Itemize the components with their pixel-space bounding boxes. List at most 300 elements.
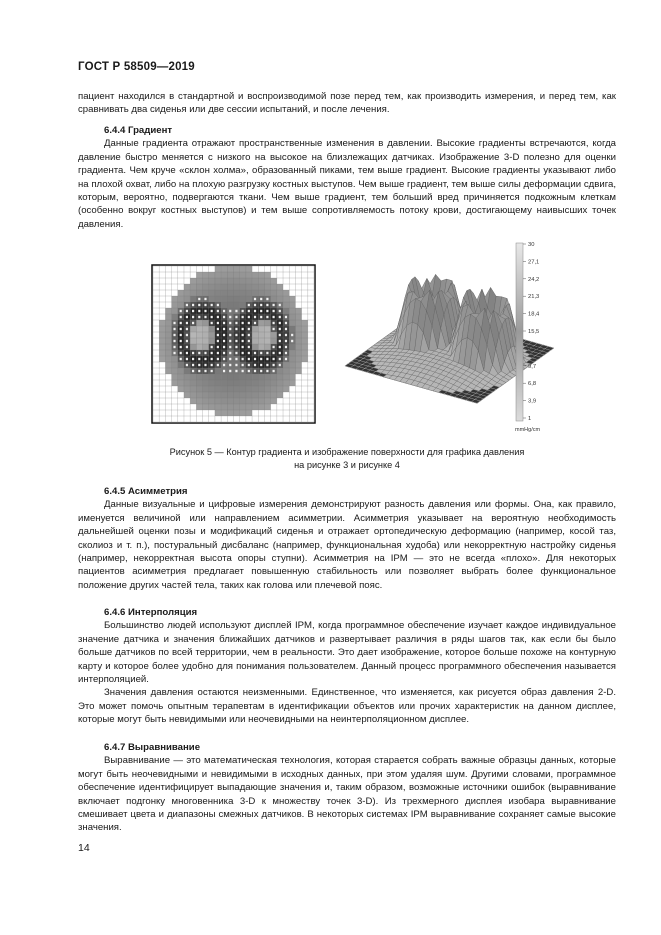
contour-cell — [165, 320, 171, 326]
contour-cell — [203, 338, 209, 344]
contour-cell — [227, 392, 233, 398]
contour-cell — [209, 398, 215, 404]
contour-cell — [196, 278, 202, 284]
contour-cell — [258, 326, 264, 332]
contour-cell — [221, 284, 227, 290]
contour-cell-marker — [242, 340, 244, 342]
contour-cell — [308, 266, 314, 272]
contour-cell — [190, 392, 196, 398]
contour-cell — [153, 368, 159, 374]
contour-cell — [302, 356, 308, 362]
contour-cell-marker — [204, 310, 206, 312]
contour-cell — [308, 302, 314, 308]
contour-cell — [295, 332, 301, 338]
figure-caption — [78, 446, 616, 471]
contour-cell-marker — [260, 364, 262, 366]
contour-cell — [308, 410, 314, 416]
contour-cell-marker — [211, 370, 213, 372]
contour-cell-marker — [235, 352, 237, 354]
contour-cell — [227, 302, 233, 308]
contour-cell — [209, 326, 215, 332]
contour-cell-marker — [217, 352, 219, 354]
contour-cell — [289, 314, 295, 320]
scale-tick-label: 3,9 — [528, 398, 537, 405]
contour-cell — [240, 284, 246, 290]
contour-cell — [308, 320, 314, 326]
contour-cell — [264, 338, 270, 344]
contour-cell — [227, 266, 233, 272]
contour-cell — [190, 326, 196, 332]
contour-cell — [234, 386, 240, 392]
contour-cell — [246, 416, 252, 422]
contour-cell-marker — [235, 334, 237, 336]
contour-cell — [159, 284, 165, 290]
contour-cell-marker — [211, 310, 213, 312]
contour-cell — [203, 332, 209, 338]
contour-cell — [295, 314, 301, 320]
contour-cell — [165, 398, 171, 404]
contour-cell — [308, 392, 314, 398]
contour-cell — [234, 410, 240, 416]
contour-cell — [172, 302, 178, 308]
contour-cell — [252, 374, 258, 380]
contour-cell — [190, 404, 196, 410]
contour-cell — [240, 404, 246, 410]
contour-cell — [234, 296, 240, 302]
contour-cell — [153, 398, 159, 404]
contour-cell-marker — [260, 358, 262, 360]
contour-cell — [153, 296, 159, 302]
contour-cell — [172, 404, 178, 410]
contour-cell — [165, 404, 171, 410]
contour-cell — [246, 410, 252, 416]
contour-cell — [302, 308, 308, 314]
contour-cell — [308, 398, 314, 404]
contour-cell — [196, 404, 202, 410]
caption-line-2: на рисунке 3 и рисунке 4 — [294, 459, 400, 470]
contour-cell — [302, 368, 308, 374]
contour-cell — [240, 374, 246, 380]
contour-cell — [289, 308, 295, 314]
contour-cell — [258, 398, 264, 404]
contour-cell-marker — [229, 370, 231, 372]
contour-cell-marker — [229, 340, 231, 342]
contour-cell-marker — [248, 352, 250, 354]
contour-cell — [234, 272, 240, 278]
contour-cell — [283, 296, 289, 302]
contour-cell-marker — [273, 316, 275, 318]
contour-cell — [184, 404, 190, 410]
contour-cell — [178, 386, 184, 392]
contour-cell — [295, 356, 301, 362]
contour-cell — [264, 344, 270, 350]
contour-cell-marker — [254, 316, 256, 318]
contour-cell-marker — [266, 364, 268, 366]
contour-cell — [178, 272, 184, 278]
contour-cell — [153, 416, 159, 422]
contour-cell — [289, 386, 295, 392]
contour-cell — [246, 386, 252, 392]
contour-cell — [308, 368, 314, 374]
contour-cell-marker — [223, 328, 225, 330]
contour-cell — [289, 374, 295, 380]
contour-cell — [165, 284, 171, 290]
contour-cell — [190, 380, 196, 386]
contour-cell — [159, 392, 165, 398]
contour-cell — [159, 404, 165, 410]
contour-cell — [203, 344, 209, 350]
contour-cell — [221, 398, 227, 404]
contour-cell — [264, 374, 270, 380]
contour-cell — [172, 368, 178, 374]
contour-cell — [234, 290, 240, 296]
contour-cell — [295, 326, 301, 332]
contour-cell — [264, 410, 270, 416]
contour-cell — [165, 338, 171, 344]
contour-cell — [240, 398, 246, 404]
contour-cell — [295, 392, 301, 398]
contour-cell — [295, 320, 301, 326]
contour-cell — [196, 344, 202, 350]
contour-cell — [159, 386, 165, 392]
contour-cell — [196, 272, 202, 278]
contour-cell — [184, 392, 190, 398]
contour-cell — [159, 380, 165, 386]
contour-cell-marker — [192, 304, 194, 306]
contour-cell-marker — [211, 364, 213, 366]
contour-cell — [252, 332, 258, 338]
contour-cell — [234, 278, 240, 284]
contour-cell — [283, 368, 289, 374]
contour-cell — [221, 290, 227, 296]
contour-cell — [227, 416, 233, 422]
contour-cell — [264, 266, 270, 272]
contour-cell — [283, 272, 289, 278]
contour-cell — [308, 284, 314, 290]
contour-cell — [302, 344, 308, 350]
contour-cell — [165, 380, 171, 386]
contour-cell-marker — [279, 352, 281, 354]
contour-cell — [159, 272, 165, 278]
contour-cell-marker — [279, 364, 281, 366]
contour-cell — [295, 272, 301, 278]
contour-cell — [271, 284, 277, 290]
contour-cell-marker — [180, 340, 182, 342]
contour-cell-marker — [198, 358, 200, 360]
contour-cell — [178, 398, 184, 404]
contour-cell — [209, 404, 215, 410]
contour-cell — [302, 350, 308, 356]
paragraph: Данные градиента отражают пространственные изменения в давлении. Высокие градиенты встречаются, когда давление быстро меняется с низкого на высокое на близлежащих датчиках. Изображение 3-D полезно для оценки градиента. Чем круче «склон холма», образованный пиками, тем выше градиент. Высокие градиенты указывают либо на плохой охват, либо на плохую разгрузку костных выступов. Чем выше градиент, тем выше силы деформации сдвига, которым, вероятно, подвергаются ткани. Чем выше градиент, тем больший вред причиняется подкожным клеткам (особенно вокруг костных выступов) и тем выше сопротивляемость потоку крови, достигающему наивысших точек давления. — [78, 138, 616, 230]
contour-cell — [252, 404, 258, 410]
contour-cell — [240, 296, 246, 302]
contour-cell — [178, 416, 184, 422]
contour-cell — [165, 392, 171, 398]
contour-cell — [172, 380, 178, 386]
contour-cell — [172, 410, 178, 416]
contour-cell — [172, 416, 178, 422]
contour-cell — [165, 332, 171, 338]
contour-cell — [289, 278, 295, 284]
contour-cell — [289, 284, 295, 290]
contour-cell — [277, 374, 283, 380]
contour-cell — [153, 386, 159, 392]
contour-cell-marker — [260, 304, 262, 306]
contour-cell — [165, 410, 171, 416]
page-number: 14 — [78, 842, 90, 854]
contour-cell — [240, 302, 246, 308]
contour-cell — [196, 332, 202, 338]
contour-cell — [283, 302, 289, 308]
section-6-4-7 — [78, 741, 616, 835]
contour-cell-marker — [285, 358, 287, 360]
contour-cell — [215, 272, 221, 278]
contour-cell-marker — [260, 352, 262, 354]
contour-cell — [159, 374, 165, 380]
contour-cell — [308, 296, 314, 302]
contour-cell — [203, 290, 209, 296]
scale-tick-label: 30 — [528, 242, 535, 248]
contour-cell — [295, 344, 301, 350]
gradient-contour-map — [152, 265, 315, 423]
contour-cell-marker — [291, 334, 293, 336]
contour-cell-marker — [248, 310, 250, 312]
contour-cell — [184, 290, 190, 296]
contour-cell — [184, 368, 190, 374]
contour-cell — [165, 278, 171, 284]
contour-cell-marker — [186, 346, 188, 348]
contour-cell — [264, 272, 270, 278]
contour-cell — [277, 284, 283, 290]
contour-cell — [184, 386, 190, 392]
contour-cell — [184, 380, 190, 386]
contour-cell — [159, 296, 165, 302]
contour-cell — [209, 338, 215, 344]
contour-cell — [302, 386, 308, 392]
contour-cell — [227, 374, 233, 380]
contour-cell-marker — [186, 322, 188, 324]
contour-cell-marker — [198, 352, 200, 354]
contour-cell — [295, 374, 301, 380]
contour-cell — [184, 374, 190, 380]
contour-cell — [153, 344, 159, 350]
contour-cell — [264, 386, 270, 392]
contour-cell — [165, 350, 171, 356]
contour-cell — [190, 398, 196, 404]
contour-cell — [308, 332, 314, 338]
contour-cell — [227, 272, 233, 278]
contour-cell — [172, 314, 178, 320]
contour-cell — [165, 272, 171, 278]
contour-cell — [283, 380, 289, 386]
contour-cell — [295, 350, 301, 356]
contour-cell — [246, 296, 252, 302]
contour-cell-marker — [223, 316, 225, 318]
contour-cell-marker — [285, 322, 287, 324]
contour-cell — [165, 356, 171, 362]
contour-cell — [165, 314, 171, 320]
contour-cell — [240, 392, 246, 398]
contour-cell — [289, 296, 295, 302]
contour-cell — [215, 416, 221, 422]
contour-cell-marker — [248, 334, 250, 336]
contour-cell-marker — [266, 298, 268, 300]
contour-cell — [277, 398, 283, 404]
contour-cell — [271, 410, 277, 416]
contour-cell — [246, 380, 252, 386]
contour-cell-marker — [186, 310, 188, 312]
contour-cell — [271, 272, 277, 278]
contour-cell — [264, 320, 270, 326]
contour-cell-marker — [248, 358, 250, 360]
contour-cell — [271, 296, 277, 302]
contour-cell-marker — [242, 322, 244, 324]
contour-cell — [302, 362, 308, 368]
contour-cell — [215, 290, 221, 296]
contour-cell-marker — [273, 310, 275, 312]
contour-cell-marker — [211, 346, 213, 348]
contour-cell — [215, 374, 221, 380]
contour-cell-marker — [242, 370, 244, 372]
contour-cell-marker — [173, 328, 175, 330]
contour-cell — [221, 374, 227, 380]
contour-cell-marker — [173, 346, 175, 348]
contour-cell — [178, 374, 184, 380]
contour-cell — [283, 404, 289, 410]
contour-cell-marker — [223, 358, 225, 360]
contour-cell — [215, 296, 221, 302]
scale-tick-label: 9,7 — [528, 363, 537, 370]
contour-cell-marker — [217, 334, 219, 336]
contour-cell — [153, 326, 159, 332]
contour-cell — [215, 380, 221, 386]
contour-cell-marker — [248, 316, 250, 318]
color-scale — [515, 242, 540, 433]
contour-cell — [302, 326, 308, 332]
contour-cell — [289, 404, 295, 410]
contour-cell — [308, 338, 314, 344]
contour-cell — [258, 374, 264, 380]
contour-cell — [283, 266, 289, 272]
paragraph: Выравнивание — это математическая технология, которая старается собрать важные образцы данных, которые могут быть неочевидными и невидимыми в исходных данных, при этом удаляя шум. Другими словами, программное обеспечение идентифицирует выпадающие значения и, таким образом, возможные источники ошибок (выравнивание включает подгонку многовенника 3-D к множеству точек 3-D). Из трехмерного дисплея изобара выравнивание смешивает цвета и диапазоны смежных датчиков. В некоторых системах IPM выравнивание сохраняет самые высокие значения. — [78, 755, 616, 834]
scale-tick-label: 21,3 — [528, 294, 540, 301]
contour-cell — [227, 386, 233, 392]
contour-cell — [165, 296, 171, 302]
contour-cell — [295, 386, 301, 392]
contour-cell — [258, 266, 264, 272]
contour-cell — [289, 416, 295, 422]
contour-cell — [252, 416, 258, 422]
contour-cell — [289, 368, 295, 374]
contour-cell — [221, 410, 227, 416]
contour-cell-marker — [279, 310, 281, 312]
contour-cell — [264, 290, 270, 296]
contour-cell — [165, 416, 171, 422]
contour-cell — [178, 380, 184, 386]
contour-cell — [302, 374, 308, 380]
contour-cell-marker — [186, 340, 188, 342]
contour-cell-marker — [273, 358, 275, 360]
contour-cell — [196, 374, 202, 380]
contour-cell — [302, 266, 308, 272]
contour-cell — [295, 302, 301, 308]
contour-cell — [153, 362, 159, 368]
contour-cell — [308, 290, 314, 296]
contour-cell — [246, 392, 252, 398]
contour-cell — [252, 410, 258, 416]
contour-cell — [252, 392, 258, 398]
contour-cell-marker — [254, 322, 256, 324]
contour-cell — [258, 338, 264, 344]
contour-cell — [209, 380, 215, 386]
contour-cell — [302, 296, 308, 302]
contour-cell — [295, 278, 301, 284]
contour-cell-marker — [254, 310, 256, 312]
contour-cell-marker — [235, 346, 237, 348]
contour-cell — [277, 386, 283, 392]
contour-cell — [234, 374, 240, 380]
contour-cell-marker — [192, 352, 194, 354]
contour-cell — [283, 290, 289, 296]
contour-cell — [252, 344, 258, 350]
contour-cell-marker — [248, 322, 250, 324]
contour-cell — [172, 356, 178, 362]
contour-cell — [258, 392, 264, 398]
contour-cell-marker — [273, 328, 275, 330]
contour-cell-marker — [235, 310, 237, 312]
section-heading: 6.4.6 Интерполяция — [104, 607, 198, 618]
contour-cell-marker — [217, 346, 219, 348]
contour-cell — [295, 380, 301, 386]
contour-cell — [302, 278, 308, 284]
contour-cell-marker — [248, 340, 250, 342]
contour-cell-marker — [235, 364, 237, 366]
contour-cell — [271, 404, 277, 410]
contour-cell-marker — [235, 358, 237, 360]
contour-cell — [153, 278, 159, 284]
contour-cell — [246, 284, 252, 290]
contour-cell — [240, 380, 246, 386]
scale-tick-label: 24,2 — [528, 276, 540, 283]
contour-cell — [252, 326, 258, 332]
contour-cell-marker — [223, 352, 225, 354]
contour-cell — [153, 356, 159, 362]
contour-cell — [289, 356, 295, 362]
contour-cell — [172, 398, 178, 404]
contour-cell-marker — [242, 328, 244, 330]
contour-cell — [240, 272, 246, 278]
contour-cell — [289, 380, 295, 386]
contour-cell — [196, 398, 202, 404]
contour-cell — [153, 272, 159, 278]
contour-cell — [295, 398, 301, 404]
contour-cell — [264, 404, 270, 410]
contour-cell — [159, 338, 165, 344]
contour-cell-marker — [217, 322, 219, 324]
contour-cell — [172, 362, 178, 368]
contour-cell-marker — [242, 334, 244, 336]
contour-cell — [234, 392, 240, 398]
surface-body — [367, 274, 533, 393]
contour-cell — [165, 308, 171, 314]
contour-cell — [246, 278, 252, 284]
contour-cell-marker — [180, 358, 182, 360]
contour-cell-marker — [198, 310, 200, 312]
contour-cell — [209, 290, 215, 296]
contour-cell — [172, 284, 178, 290]
contour-cell — [159, 356, 165, 362]
contour-cell-marker — [279, 304, 281, 306]
